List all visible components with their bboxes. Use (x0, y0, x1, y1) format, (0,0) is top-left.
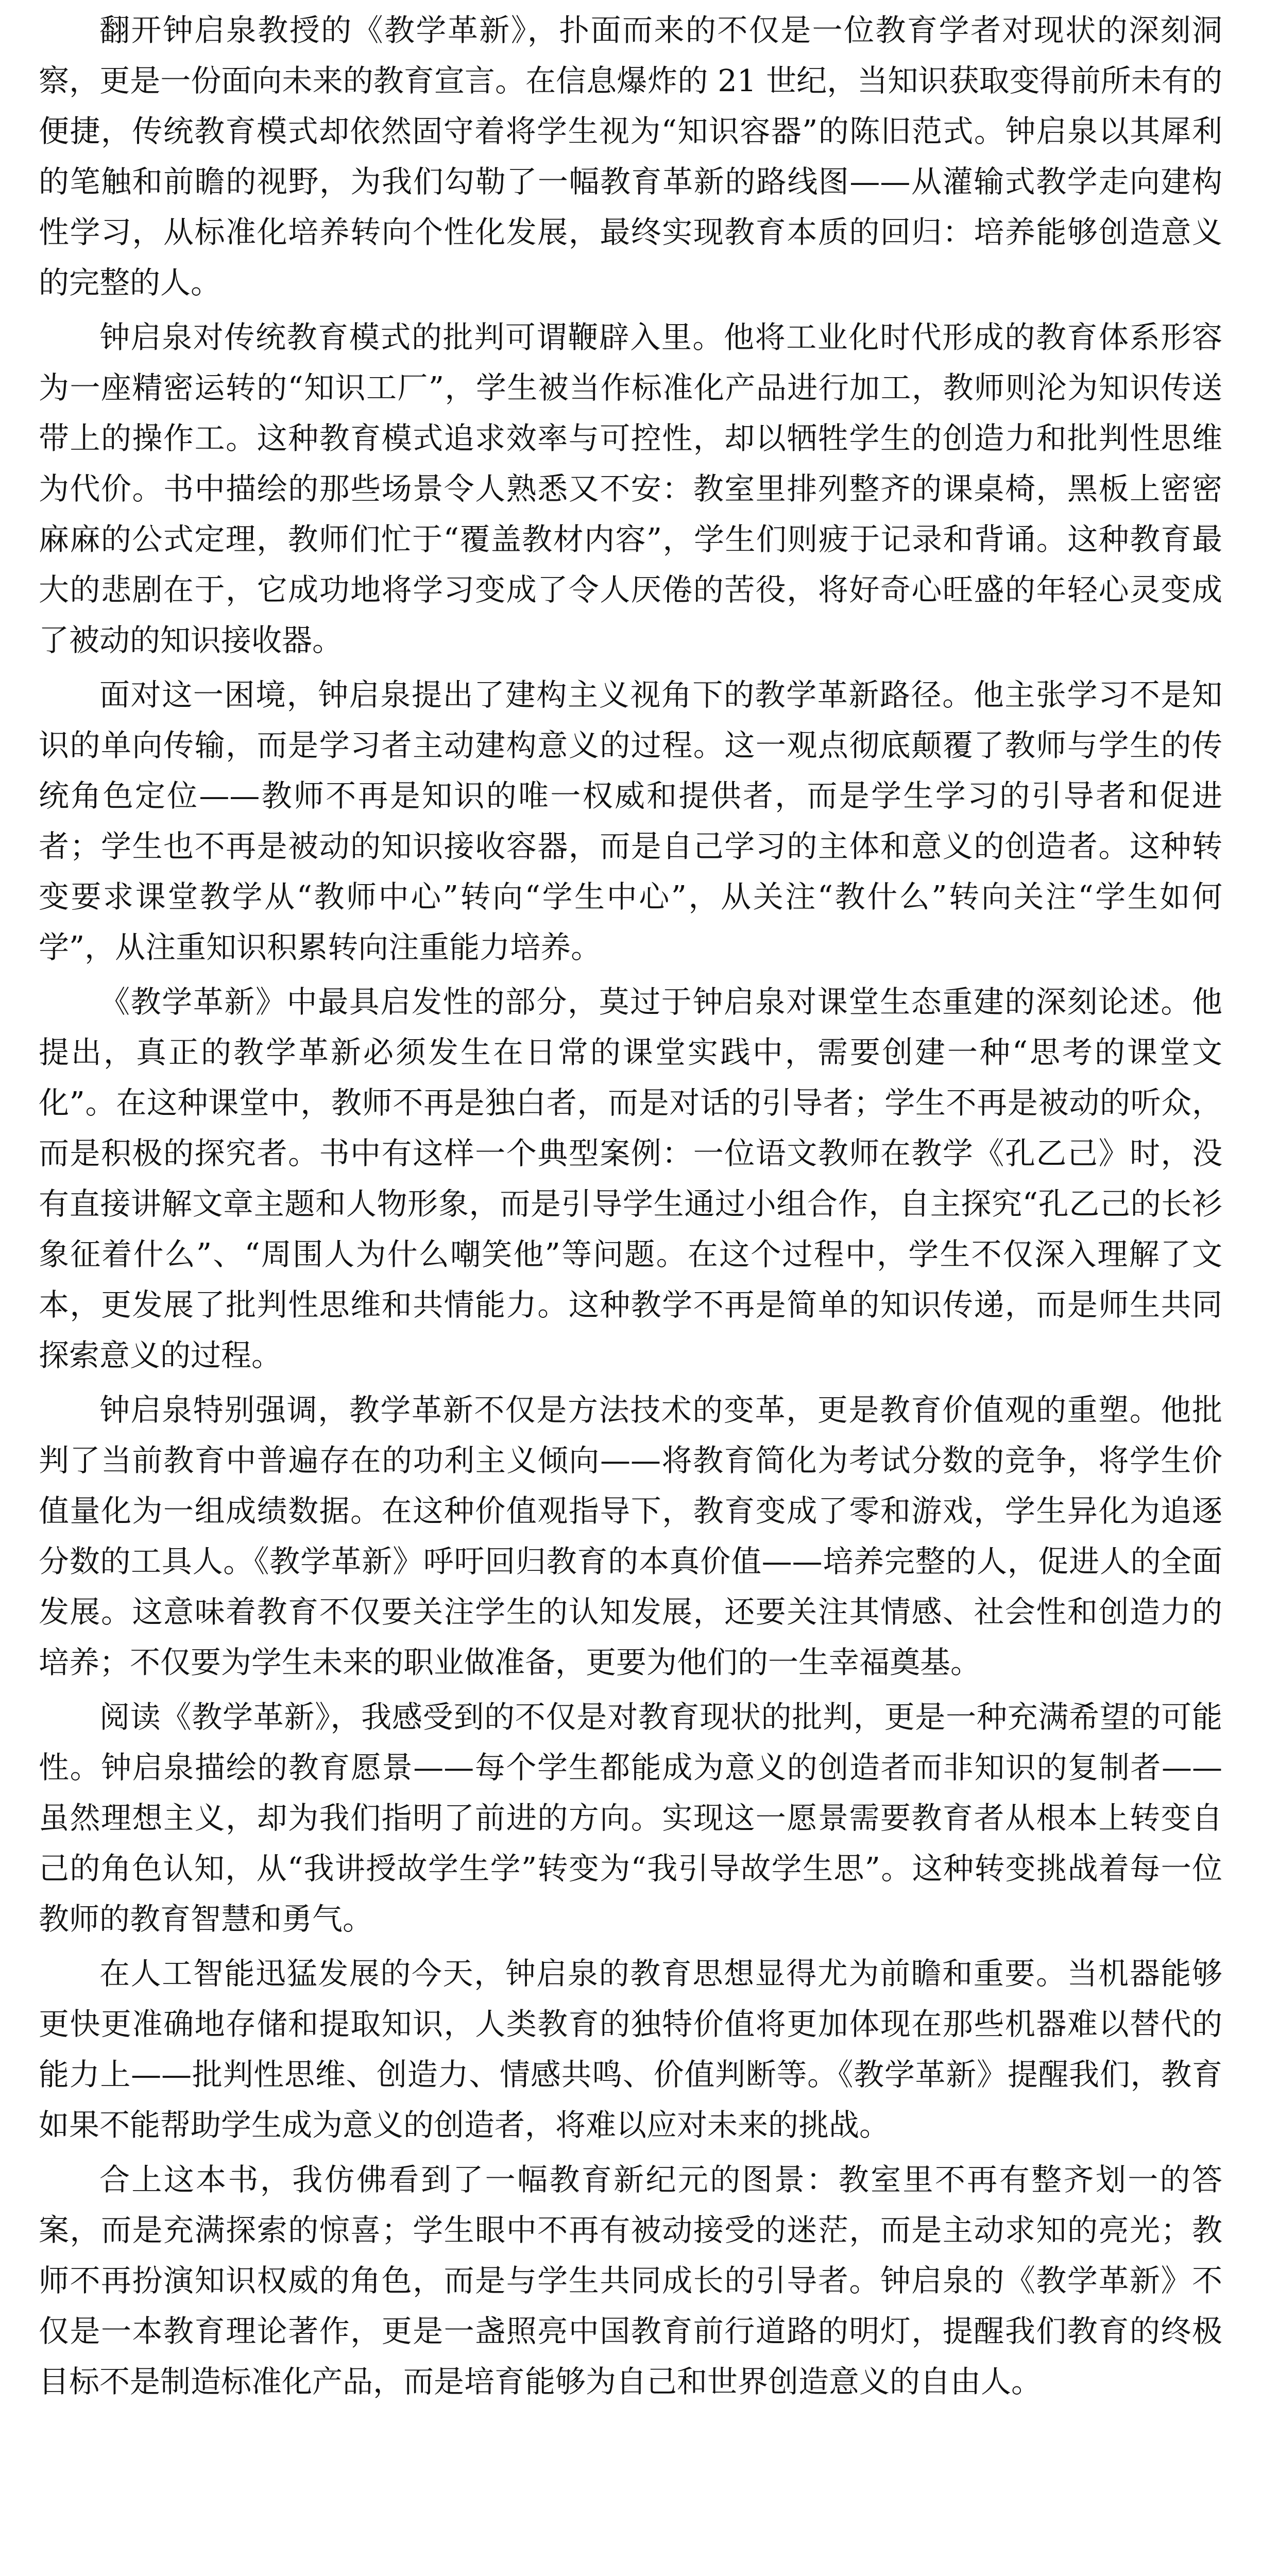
paragraph-2: 钟启泉对传统教育模式的批判可谓鞭辟入里。他将工业化时代形成的教育体系形容为一座精密运转的“知识工厂”，学生被当作标准化产品进行加工，教师则沦为知识传送带上的操作工。这种教育模式追求效率与可控性，却以牺牲学生的创造力和批判性思维为代价。书中描绘的那些场景令人熟悉又不安：教室里排列整齐的课桌椅，黑板上密密麻麻的公式定理，教师们忙于“覆盖教材内容”，学生们则疲于记录和背诵。这种教育最大的悲剧在于，它成功地将学习变成了令人厌倦的苦役，将好奇心旺盛的年轻心灵变成了被动的知识接收器。 (39, 319, 1222, 658)
paragraph-5: 钟启泉特别强调，教学革新不仅是方法技术的变革，更是教育价值观的重塑。他批判了当前教育中普遍存在的功利主义倾向——将教育简化为考试分数的竞争，将学生价值量化为一组成绩数据。在这种价值观指导下，教育变成了零和游戏，学生异化为追逐分数的工具人。《教学革新》呼吁回归教育的本真价值——培养完整的人，促进人的全面发展。这意味着教育不仅要关注学生的认知发展，还要关注其情感、社会性和创造力的培养；不仅要为学生未来的职业做准备，更要为他们的一生幸福奠基。 (39, 1392, 1222, 1680)
paragraph-4: 《教学革新》中最具启发性的部分，莫过于钟启泉对课堂生态重建的深刻论述。他提出，真正的教学革新必须发生在日常的课堂实践中，需要创建一种“思考的课堂文化”。在这种课堂中，教师不再是独白者，而是对话的引导者；学生不再是被动的听众，而是积极的探究者。书中有这样一个典型案例：一位语文教师在教学《孔乙己》时，没有直接讲解文章主题和人物形象，而是引导学生通过小组合作，自主探究“孔乙己的长衫象征着什么”、“周围人为什么嘲笑他”等问题。在这个过程中，学生不仅深入理解了文本，更发展了批判性思维和共情能力。这种教学不再是简单的知识传递，而是师生共同探索意义的过程。 (39, 984, 1222, 1373)
paragraph-7: 在人工智能迅猛发展的今天，钟启泉的教育思想显得尤为前瞻和重要。当机器能够更快更准确地存储和提取知识，人类教育的独特价值将更加体现在那些机器难以替代的能力上——批判性思维、创造力、情感共鸣、价值判断等。《教学革新》提醒我们，教育如果不能帮助学生成为意义的创造者，将难以应对未来的挑战。 (39, 1956, 1222, 2143)
paragraph-6: 阅读《教学革新》，我感受到的不仅是对教育现状的批判，更是一种充满希望的可能性。钟启泉描绘的教育愿景——每个学生都能成为意义的创造者而非知识的复制者——虽然理想主义，却为我们指明了前进的方向。实现这一愿景需要教育者从根本上转变自己的角色认知，从“我讲授故学生学”转变为“我引导故学生思”。这种转变挑战着每一位教师的教育智慧和勇气。 (39, 1699, 1222, 1937)
paragraph-3: 面对这一困境，钟启泉提出了建构主义视角下的教学革新路径。他主张学习不是知识的单向传输，而是学习者主动建构意义的过程。这一观点彻底颠覆了教师与学生的传统角色定位——教师不再是知识的唯一权威和提供者，而是学生学习的引导者和促进者；学生也不再是被动的知识接收容器，而是自己学习的主体和意义的创造者。这种转变要求课堂教学从“教师中心”转向“学生中心”，从关注“教什么”转向关注“学生如何学”，从注重知识积累转向注重能力培养。 (39, 677, 1222, 965)
paragraph-8: 合上这本书，我仿佛看到了一幅教育新纪元的图景：教室里不再有整齐划一的答案，而是充满探索的惊喜；学生眼中不再有被动接受的迷茫，而是主动求知的亮光；教师不再扮演知识权威的角色，而是与学生共同成长的引导者。钟启泉的《教学革新》不仅是一本教育理论著作，更是一盏照亮中国教育前行道路的明灯，提醒我们教育的终极目标不是制造标准化产品，而是培育能够为自己和世界创造意义的自由人。 (39, 2162, 1222, 2399)
paragraph-1: 翻开钟启泉教授的《教学革新》，扑面而来的不仅是一位教育学者对现状的深刻洞察，更是一份面向未来的教育宣言。在信息爆炸的 21 世纪，当知识获取变得前所未有的便捷，传统教育模式却依然固守着将学生视为“知识容器”的陈旧范式。钟启泉以其犀利的笔触和前瞻的视野，为我们勾勒了一幅教育革新的路线图——从灌输式教学走向建构性学习，从标准化培养转向个性化发展，最终实现教育本质的回归：培养能够创造意义的完整的人。 (39, 12, 1222, 300)
